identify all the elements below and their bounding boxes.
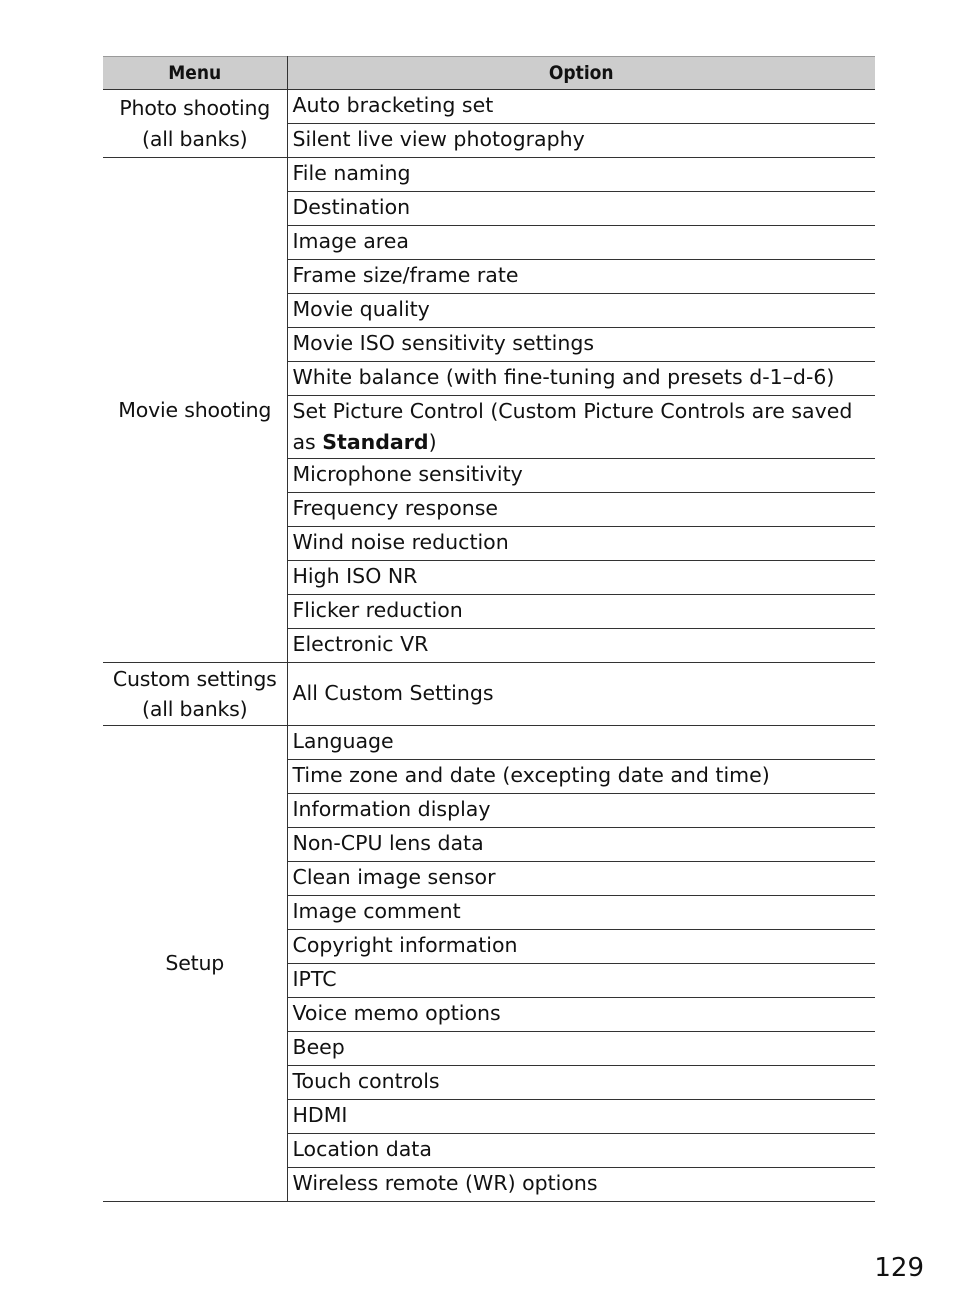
menu-option-table — [103, 56, 875, 1202]
option-cell: Silent live view photography — [287, 124, 875, 158]
menu-cell — [103, 726, 287, 1202]
option-cell: Location data — [287, 1134, 875, 1168]
option-cell: Electronic VR — [287, 629, 875, 663]
option-cell: Touch controls — [287, 1066, 875, 1100]
menu-name-line: Setup — [165, 951, 225, 976]
menu-name-line: (all banks) — [142, 697, 248, 721]
option-cell: Wind noise reduction — [287, 527, 875, 561]
option-cell: Destination — [287, 192, 875, 226]
page-number: 129 — [874, 1253, 924, 1283]
option-text: Set Picture Control (Custom Picture Controls are saved as — [292, 399, 853, 454]
table-row — [103, 158, 875, 192]
table-row — [103, 663, 875, 726]
option-cell: Movie quality — [287, 294, 875, 328]
option-cell: File naming — [287, 158, 875, 192]
option-cell: Voice memo options — [287, 998, 875, 1032]
option-cell: Frequency response — [287, 493, 875, 527]
menu-name-line: Custom settings — [112, 666, 277, 691]
option-cell: Frame size/frame rate — [287, 260, 875, 294]
menu-cell — [103, 158, 287, 663]
option-cell: IPTC — [287, 964, 875, 998]
option-cell — [287, 396, 875, 459]
header-row — [103, 57, 875, 90]
option-cell: Non-CPU lens data — [287, 828, 875, 862]
menu-name-line: Movie shooting — [118, 397, 272, 422]
option-cell: Auto bracketing set — [287, 90, 875, 124]
table-body — [103, 90, 875, 1202]
option-cell: HDMI — [287, 1100, 875, 1134]
option-cell: Clean image sensor — [287, 862, 875, 896]
option-cell: Copyright information — [287, 930, 875, 964]
option-cell: Time zone and date (excepting date and time) — [287, 760, 875, 794]
menu-name-line: Photo shooting — [119, 96, 271, 120]
option-cell: Image area — [287, 226, 875, 260]
option-cell: Flicker reduction — [287, 595, 875, 629]
menu-column-header: Menu — [103, 57, 287, 90]
menu-cell — [103, 663, 287, 726]
option-cell: All Custom Settings — [287, 663, 875, 726]
option-cell: Movie ISO sensitivity settings — [287, 328, 875, 362]
option-cell: Information display — [287, 794, 875, 828]
menu-name-line: (all banks) — [142, 126, 248, 151]
option-cell: High ISO NR — [287, 561, 875, 595]
option-column-header: Option — [287, 57, 875, 90]
option-text: ) — [428, 429, 437, 454]
option-cell: Image comment — [287, 896, 875, 930]
option-text-bold: Standard — [322, 429, 429, 454]
table-row — [103, 90, 875, 124]
option-cell: Language — [287, 726, 875, 760]
option-cell: White balance (with fine-tuning and presets d-1–d-6) — [287, 362, 875, 396]
option-cell: Microphone sensitivity — [287, 459, 875, 493]
option-cell: Beep — [287, 1032, 875, 1066]
table-header — [103, 57, 875, 90]
option-cell: Wireless remote (WR) options — [287, 1168, 875, 1202]
menu-cell — [103, 90, 287, 158]
table-row — [103, 726, 875, 760]
